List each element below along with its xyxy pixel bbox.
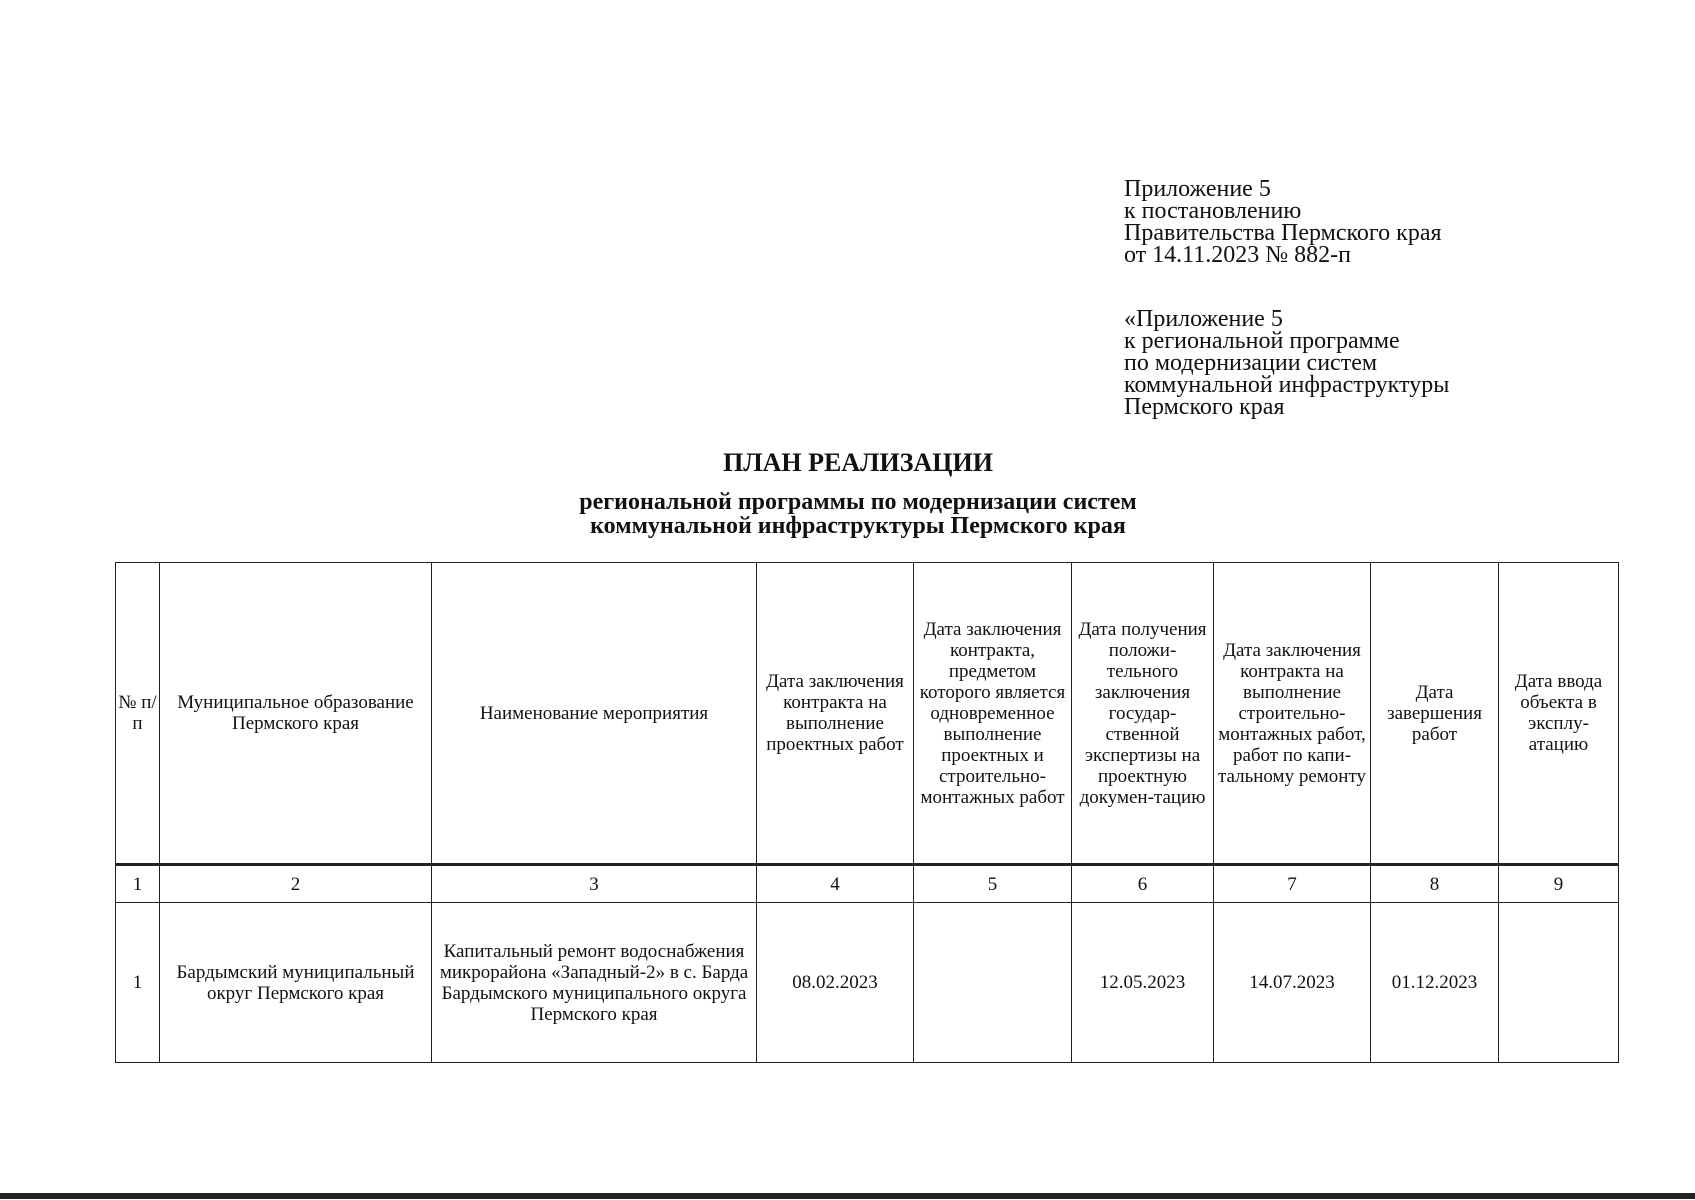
column-number: 9 <box>1499 865 1619 903</box>
appendix-header-line: Правительства Пермского края <box>1124 220 1442 246</box>
row-number-cell: 1 <box>116 903 160 1063</box>
header-cell-combined-contract-date: Дата заключения контракта, предметом которого является одновременное выполнение проектных и строительно-монтажных работ <box>914 563 1072 865</box>
appendix-program-line: «Приложение 5 <box>1124 306 1283 332</box>
municipality-cell: Бардымский муниципальный округ Пермского края <box>160 903 432 1063</box>
column-number: 6 <box>1072 865 1214 903</box>
appendix-header <box>1124 178 1442 266</box>
column-number: 4 <box>757 865 914 903</box>
column-numbers-row <box>116 865 1619 903</box>
page-subtitle <box>0 490 1695 538</box>
appendix-program-line: к региональной программе <box>1124 328 1400 354</box>
header-cell-commissioning-date: Дата ввода объекта в эксплу-атацию <box>1499 563 1619 865</box>
appendix-header-line: к постановлению <box>1124 198 1302 224</box>
appendix-header-line: от 14.11.2023 № 882-п <box>1124 242 1352 268</box>
construction-contract-date-cell: 14.07.2023 <box>1214 903 1371 1063</box>
header-cell-completion-date: Дата завершения работ <box>1371 563 1499 865</box>
table-header-row <box>116 563 1619 865</box>
column-number: 5 <box>914 865 1072 903</box>
implementation-plan-table <box>115 562 1619 1063</box>
header-cell-construction-contract-date: Дата заключения контракта на выполнение строительно-монтажных работ, работ по капи-тальному ремонту <box>1214 563 1371 865</box>
column-number: 8 <box>1371 865 1499 903</box>
page-title: ПЛАН РЕАЛИЗАЦИИ <box>723 448 993 477</box>
header-cell-municipality: Муниципальное образование Пермского края <box>160 563 432 865</box>
subtitle-line: региональной программы по модернизации систем <box>579 489 1137 515</box>
appendix-program <box>1124 308 1449 418</box>
commissioning-date-cell <box>1499 903 1619 1063</box>
completion-date-cell: 01.12.2023 <box>1371 903 1499 1063</box>
header-cell-number: № п/п <box>116 563 160 865</box>
column-number: 3 <box>432 865 757 903</box>
appendix-header-line: Приложение 5 <box>1124 176 1271 202</box>
appendix-program-line: коммунальной инфраструктуры <box>1124 372 1450 398</box>
header-cell-design-contract-date: Дата заключения контракта на выполнение проектных работ <box>757 563 914 865</box>
design-contract-date-cell: 08.02.2023 <box>757 903 914 1063</box>
column-number: 2 <box>160 865 432 903</box>
column-number: 1 <box>116 865 160 903</box>
event-name-cell: Капитальный ремонт водоснабжения микрорайона «Западный-2» в с. Барда Бардымского муниципального округа Пермского края <box>432 903 757 1063</box>
scan-edge-line <box>0 1193 1695 1199</box>
subtitle-line: коммунальной инфраструктуры Пермского края <box>590 513 1126 539</box>
combined-contract-date-cell <box>914 903 1072 1063</box>
expertise-date-cell: 12.05.2023 <box>1072 903 1214 1063</box>
column-number: 7 <box>1214 865 1371 903</box>
appendix-program-line: по модернизации систем <box>1124 350 1378 376</box>
appendix-program-line: Пермского края <box>1124 394 1285 420</box>
table-row <box>116 903 1619 1063</box>
header-cell-expertise-date: Дата получения положи-тельного заключения государ-ственной экспертизы на проектную докумен-тацию <box>1072 563 1214 865</box>
header-cell-event-name: Наименование мероприятия <box>432 563 757 865</box>
